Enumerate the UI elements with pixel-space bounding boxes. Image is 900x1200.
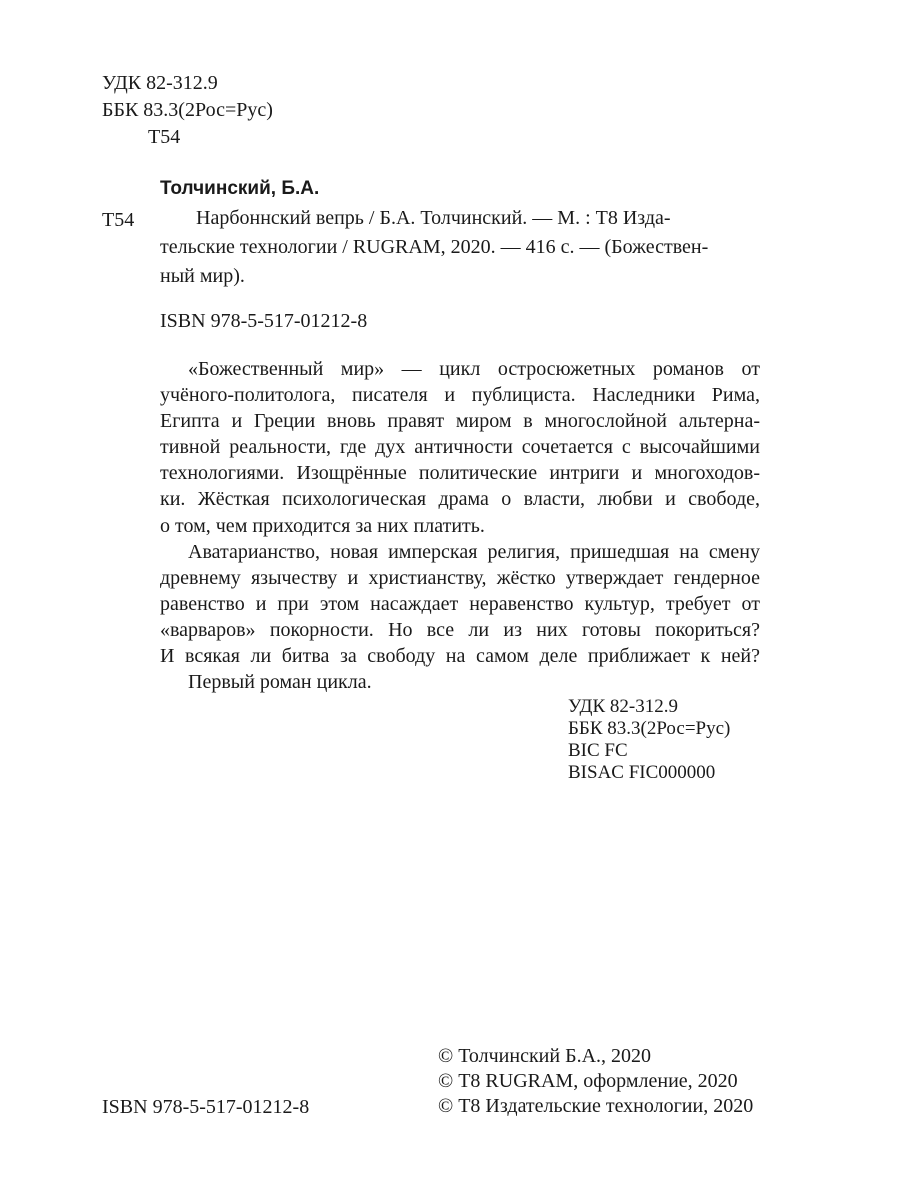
udk-code: УДК 82-312.9 <box>102 72 218 94</box>
copyright-author: © Толчинский Б.А., 2020 <box>438 1045 652 1067</box>
annotation-line: древнему язычеству и христианству, жёстко утверждает гендерное <box>160 566 760 589</box>
annotation-line: И всякая ли битва за свободу на самом деле приближает к ней? <box>160 645 760 668</box>
bbk-code: ББК 83.3(2Рос=Рус) <box>568 718 731 739</box>
annotation-line: «Божественный мир» — цикл остросюжетных романов от <box>188 358 760 380</box>
bib-line: Нарбоннский вепрь / Б.А. Толчинский. — М. : Т8 Изда- <box>196 207 671 229</box>
annotation-line: «варваров» покорности. Но все ли из них готовы покориться? <box>160 618 760 641</box>
isbn-bottom: ISBN 978-5-517-01212-8 <box>102 1096 310 1118</box>
copyright-publisher: © Т8 Издательские технологии, 2020 <box>438 1095 754 1117</box>
bisac-code: BISAC FIC000000 <box>568 762 716 783</box>
bibliographic-description <box>160 204 770 291</box>
annotation-line: равенство и при этом насаждает неравенство культур, требует от <box>160 592 760 615</box>
udk-code: УДК 82-312.9 <box>568 696 678 717</box>
author-mark-side: Т54 <box>102 209 135 231</box>
bic-code: BIC FC <box>568 740 628 761</box>
annotation-line: учёного-политолога, писателя и публициста. Наследники Рима, <box>160 384 760 407</box>
annotation-line: технологиями. Изощрённые политические интриги и многоходов- <box>160 462 760 485</box>
annotation-line: Первый роман цикла. <box>188 671 372 694</box>
annotation-line: ки. Жёсткая психологическая драма о власти, любви и свободе, <box>160 488 760 511</box>
classification-block-right <box>568 696 730 784</box>
author-name: Толчинский, Б.А. <box>160 178 320 199</box>
copyright-design: © Т8 RUGRAM, оформление, 2020 <box>438 1070 738 1092</box>
annotation-line: Египта и Греции вновь правят миром в многослойной альтерна- <box>160 410 760 433</box>
annotation-line: Аватарианство, новая имперская религия, пришедшая на смену <box>188 540 760 563</box>
annotation <box>160 356 760 695</box>
author-mark-code: Т54 <box>148 126 181 148</box>
annotation-line: о том, чем приходится за них платить. <box>160 514 485 537</box>
copyright-block <box>438 1044 753 1119</box>
isbn-main: ISBN 978-5-517-01212-8 <box>160 310 368 332</box>
bib-line: тельские технологии / RUGRAM, 2020. — 416 с. — (Божествен- <box>160 236 709 258</box>
annotation-line: тивной реальности, где дух античности сочетается с высочайшими <box>160 436 760 459</box>
classification-block <box>102 70 273 151</box>
bib-line: ный мир). <box>160 265 245 287</box>
bbk-code: ББК 83.3(2Рос=Рус) <box>102 99 273 121</box>
